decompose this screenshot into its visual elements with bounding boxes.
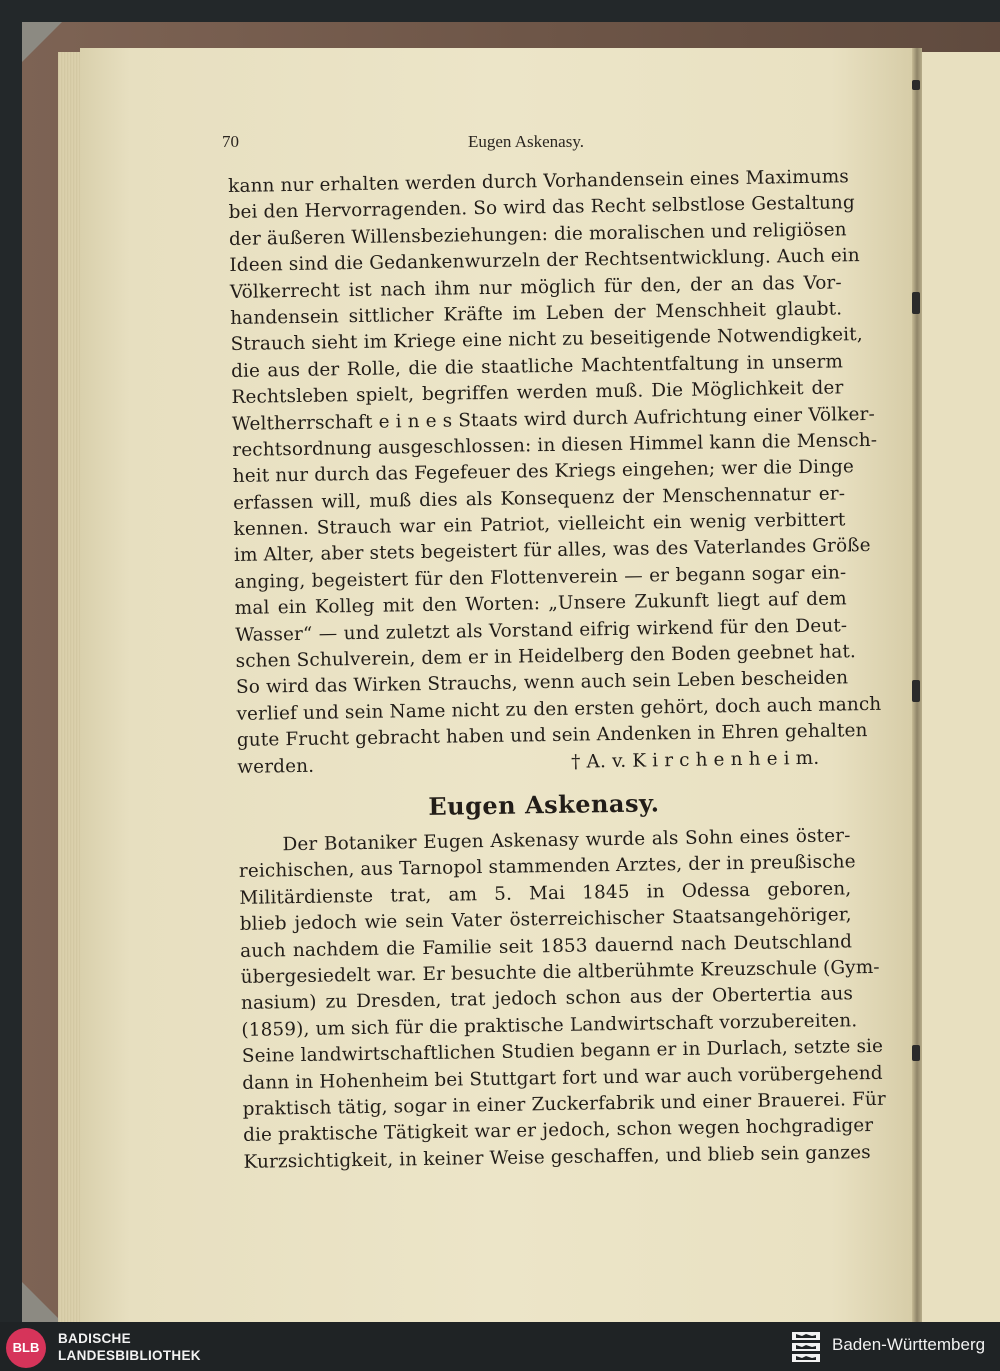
text-line: handensein sittlicher Kräfte im Leben der Menschheit glaubt. [230,298,843,329]
text-line: die praktische Tätigkeit war er jedoch, schon wegen hochgradiger [242,1115,874,1147]
text-line: Strauch sieht im Kriege eine nicht zu beseitigende Notwendigkeit, [230,324,863,356]
text-line: Völkerrecht ist nach ihm nur möglich für den, der an das Vor- [229,271,842,303]
text-line: der äußeren Willensbeziehungen: die moralischen und religiösen [228,219,847,250]
binding-mark [912,292,920,314]
blb-logo[interactable] [6,1328,46,1368]
text-line: rechtsordnung ausgeschlossen: in diesen Himmel kann die Mensch- [232,429,878,461]
text-line: Wasser“ — und zuletzt als Vorstand eifrig wirkend für den Deut- [235,614,848,646]
blb-logo-text: BLB [12,1340,40,1355]
text-line: So wird das Wirken Strauchs, wenn auch sein Leben bescheiden [235,667,849,699]
text-line: kennen. Strauch war ein Patriot, vielleicht ein wenig verbittert [233,509,846,541]
text-line: Kurzsichtigkeit, in keiner Weise geschaffen, und blieb sein ganzes [243,1141,871,1173]
text-line: Der Botaniker Eugen Askenasy wurde als Sohn eines öster- [282,825,851,856]
text-line: übergesiedelt war. Er besuchte die altberühmte Kreuzschule (Gym- [240,956,880,988]
text-line: dann in Hohenheim bei Stuttgart fort und war auch vorübergehend [242,1062,883,1094]
text-line: reichischen, aus Tarnopol stammenden Arztes, der in preußische [238,851,856,883]
library-name[interactable] [58,1330,201,1364]
text-line: Ideen sind die Gedankenwurzeln der Rechtsentwicklung. Auch ein [229,245,860,277]
article-heading: Eugen Askenasy. [428,788,660,821]
library-name-line1: BADISCHE [58,1331,131,1346]
text-line: kann nur erhalten werden durch Vorhandensein eines Maximums [228,166,850,197]
text-line: gute Frucht gebracht haben und sein Andenken in Ehren gehalten [236,720,868,752]
binding-mark [912,680,920,702]
running-head: Eugen Askenasy. [468,132,584,151]
text-line: verlief und sein Name nicht zu den ersten gehört, doch auch manch [236,693,882,725]
lions-emblem-icon [788,1328,824,1366]
text-line: die aus der Rolle, die die staatliche Machtentfaltung in unserm [230,351,844,382]
viewer-footer [0,1322,1000,1371]
text-line: blieb jedoch wie sein Vater österreichischer Staatsangehöriger, [239,904,852,936]
binding-mark [912,80,920,90]
text-line: nasium) zu Dresden, trat jedoch schon aus der Obertertia aus [240,983,854,1015]
text-line: (1859), um sich für die praktische Landwirtschaft vorzubereiten. [241,1009,858,1041]
text-line: erfassen will, muß dies als Konsequenz der Menschennatur er- [233,483,846,514]
binding-mark [912,1045,920,1061]
text-line: Rechtsleben spielt, begriffen werden muß. Die Möglichkeit der [231,377,844,409]
facing-page [922,52,1000,1322]
text-line: auch nachdem die Familie seit 1853 dauernd nach Deutschland [240,930,853,962]
page-text [228,164,887,1176]
text-line: Weltherrschaft e i n e s Staats wird durch Aufrichtung einer Völker- [231,403,876,435]
author-signature: † A. v. K i r c h e n h e i m. [571,747,820,773]
text-line: im Alter, aber stets begeistert für alles, was des Vaterlandes Größe [233,535,871,567]
library-name-line2: LANDESBIBLIOTHEK [58,1348,201,1363]
text-line: Seine landwirtschaftlichen Studien begann er in Durlach, setzte sie [241,1035,884,1067]
text-line: bei den Hervorragenden. So wird das Recht selbstlose Gestaltung [228,192,856,224]
page-number: 70 [222,132,239,151]
text-line: praktisch tätig, sogar in einer Zuckerfabrik und einer Brauerei. Für [242,1088,887,1120]
text-line: Militärdienste trat, am 5. Mai 1845 in Odessa geboren, [239,878,852,909]
text-line: mal ein Kolleg mit den Worten: „Unsere Zukunft liegt auf dem [234,588,847,620]
text-line: schen Schulverein, dem er in Heidelberg den Boden geebnet hat. [235,641,857,672]
text-line: anging, begeistert für den Flottenverein — er begann sogar ein- [234,562,847,593]
text-line: heit nur durch das Fegefeuer des Kriegs eingehen; wer die Dinge [232,456,855,488]
page-header [222,132,842,156]
state-name[interactable]: Baden-Württemberg [832,1335,986,1354]
text-line-end: werden. [237,755,315,778]
